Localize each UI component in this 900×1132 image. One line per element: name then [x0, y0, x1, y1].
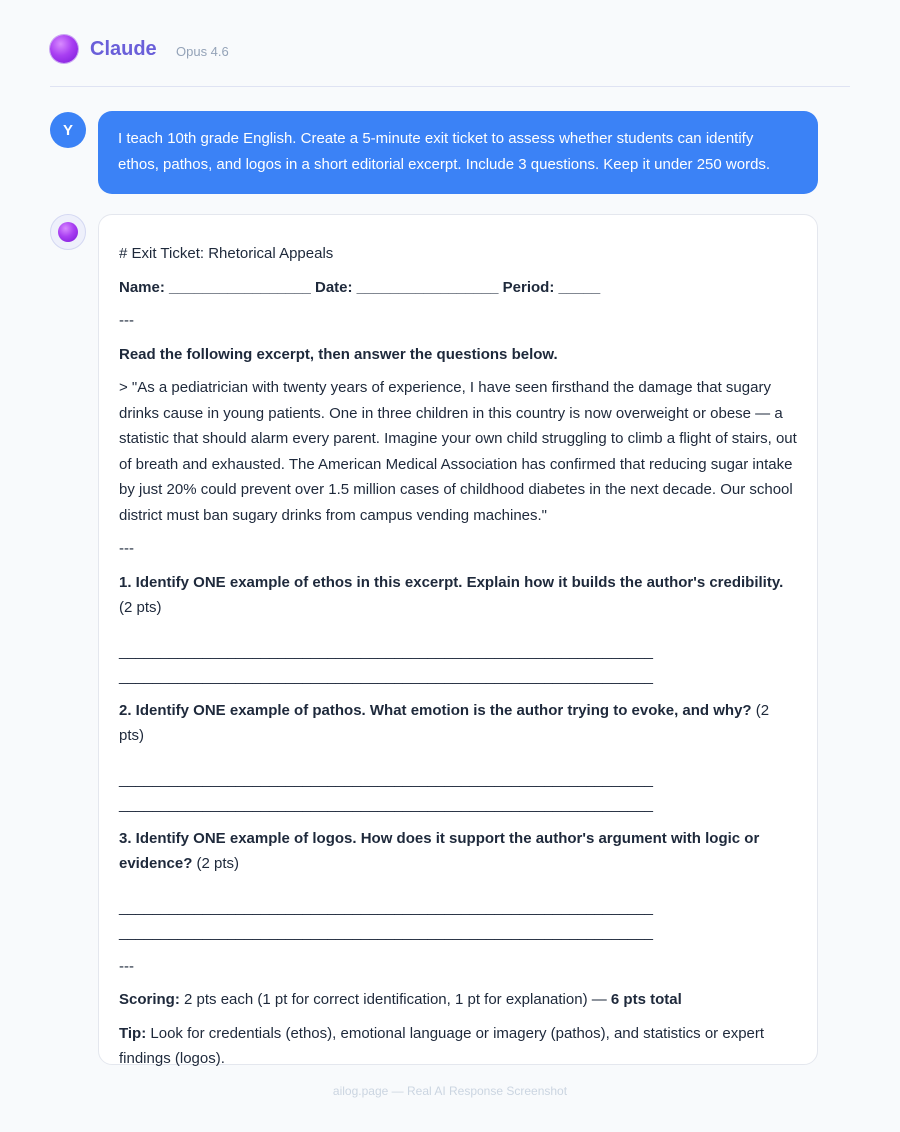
question-prompt: 3. Identify ONE example of logos. How does it support the author's argument with logic or evidence? [119, 829, 760, 872]
question-2 [119, 698, 797, 749]
tip-text: Look for credentials (ethos), emotional language or imagery (pathos), and statistics or expert findings (logos). [119, 1024, 765, 1067]
answer-line: ________________________________________________________________ [119, 924, 653, 941]
question-1 [119, 570, 797, 621]
user-avatar: Y [50, 112, 86, 148]
question-points: (2 pts) [119, 599, 162, 616]
scoring-total: 6 pts total [610, 991, 682, 1008]
excerpt-quote: > "As a pediatrician with twenty years of experience, I have seen firsthand the damage that sugary drinks cause in young patients. One in three children in this country is now overweight or obese — a statistic that should alarm every parent. Imagine your own child struggling to climb a flight of stairs, out of breath and exhausted. The American Medical Association has confirmed that reducing sugar intake by just 20% could prevent over 1.5 million cases of childhood diabetes in the next decade. Our school district must ban sugary drinks from campus vending machines." [119, 379, 797, 524]
divider: --- [119, 957, 134, 975]
brand-name: Claude [90, 38, 157, 60]
answer-line: ________________________________________________________________ [119, 770, 653, 788]
tip [119, 1021, 797, 1072]
answer-line: ________________________________________________________________ [119, 796, 653, 813]
claude-logo-icon [50, 35, 78, 63]
divider: --- [119, 312, 134, 329]
question-points: (2 pts) [119, 701, 770, 744]
answer-line: ________________________________________________________________ [119, 898, 653, 916]
answer-line: ________________________________________________________________ [119, 642, 653, 660]
question-prompt: 1. Identify ONE example of ethos in this excerpt. Explain how it builds the author's credibility. [119, 573, 784, 591]
claude-logo-icon [58, 222, 78, 242]
question-points: (2 pts) [196, 855, 240, 872]
question-3 [119, 826, 797, 877]
ticket-heading: # Exit Ticket: Rhetorical Appeals [119, 245, 334, 262]
page-footer: ailog.page — Real AI Response Screenshot [332, 1084, 568, 1098]
tip-label: Tip: [119, 1024, 147, 1042]
instructions: Read the following excerpt, then answer the questions below. [119, 345, 558, 363]
scoring-text: 2 pts each (1 pt for correct identification, 1 pt for explanation) — [184, 991, 607, 1008]
answer-line: ________________________________________________________________ [119, 668, 653, 685]
user-message: I teach 10th grade English. Create a 5-minute exit ticket to assess whether students can identify ethos, pathos, and logos in a short editorial excerpt. Include 3 questions. Keep it under 250 words. [98, 111, 818, 194]
chat-header [50, 34, 850, 87]
model-label: Opus 4.6 [176, 44, 229, 59]
name-date-period-line: Name: _________________ Date: _________________ Period: _____ [119, 278, 601, 296]
scoring-label: Scoring: [119, 991, 180, 1008]
question-prompt: 2. Identify ONE example of pathos. What emotion is the author trying to evoke, and why? [119, 701, 752, 719]
divider: --- [119, 540, 134, 557]
assistant-avatar [50, 214, 86, 250]
scoring [119, 987, 797, 1013]
assistant-message [98, 214, 818, 1065]
